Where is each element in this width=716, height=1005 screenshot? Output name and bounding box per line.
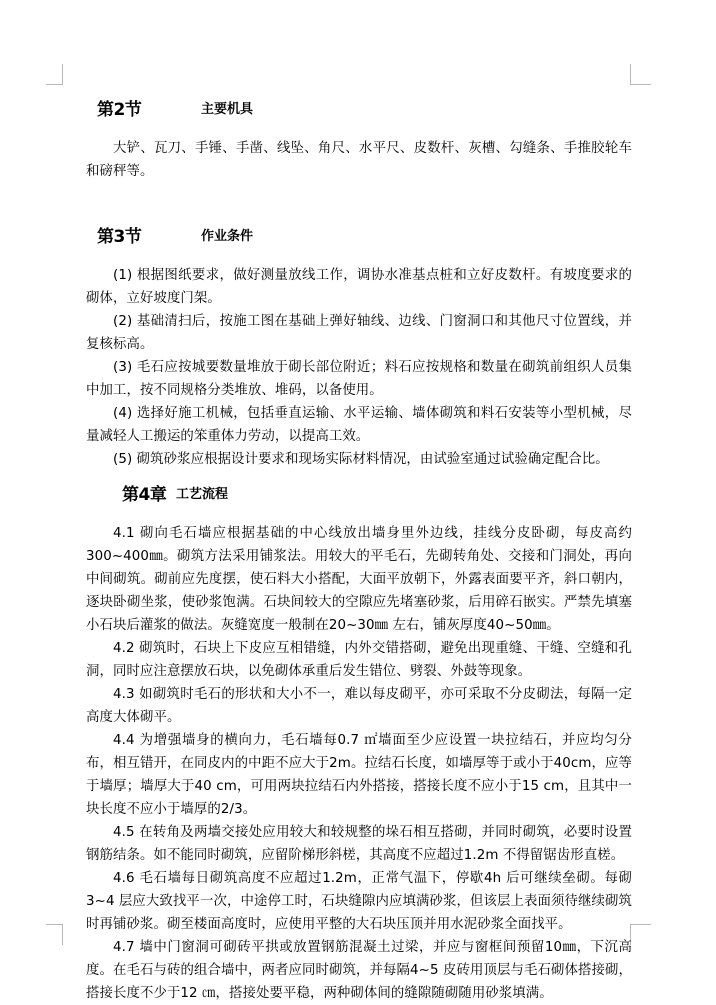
corner-mark-bottom-left bbox=[46, 924, 63, 945]
section-2-heading bbox=[97, 95, 254, 120]
section-3-item-3: (3) 毛石应按城要数量堆放于砌长部位附近；料石应按规格和数量在砌筑前组织人员集中加工，按不同规格分类堆放、堆码，以备使用。 bbox=[86, 360, 632, 398]
corner-mark-top-left bbox=[46, 64, 63, 85]
section-3-heading bbox=[97, 222, 254, 247]
chapter-4-item-4-7: 4.7 墙中门窗洞可砌砖平拱或放置钢筋混凝土过梁，并应与窗框间预留10㎜，下沉高度。在毛石与砖的组合墙中，两者应同时砌筑，并每隔4~5 皮砖用顶层与毛石砌体搭接砌，搭接长度不少于12 ㎝，搭接处要平稳，两种砌体间的缝隙随砌随用砂浆填满。 bbox=[86, 940, 632, 1001]
section-2-number: 第2节 bbox=[97, 100, 142, 120]
chapter-4-title: 工艺流程 bbox=[176, 487, 229, 502]
section-3-item-4: (4) 选择好施工机械，包括垂直运输、水平运输、墙体砌筑和料石安装等小型机械，尽量减轻人工搬运的笨重体力劳动，以提高工效。 bbox=[86, 406, 632, 444]
chapter-4-item-4-1: 4.1 砌向毛石墙应根据基础的中心线放出墙身里外边线，挂线分皮卧砌，每皮高约300~400㎜。砌筑方法采用铺浆法。用较大的平毛石，先砌转角处、交接和门洞处，再向中间砌筑。砌前应先度摆，使石料大小搭配，大面平放朝下，外露表面要平齐，斜口朝内，逐块卧砌坐浆，使砂浆饱满。石块间较大的空隙应先堵塞砂浆，后用碎石嵌实。严禁先填塞小石块后灌浆的做法。灰缝宽度一般制在20~30㎜ 左右，铺灰厚度40~50㎜。 bbox=[86, 526, 632, 633]
section-3-title: 作业条件 bbox=[201, 229, 254, 244]
chapter-4-number: 第4章 bbox=[122, 485, 167, 505]
section-2-title: 主要机具 bbox=[201, 102, 254, 117]
chapter-4-item-4-6: 4.6 毛石墙每日砌筑高度不应超过1.2m，正常气温下，停歇4h 后可继续垒砌。每砌3~4 层应大致找平一次，中途停工时，石块缝隙内应填满砂浆，但该层上表面须待继续砌筑时再铺砂浆。砌至楼面高度时，应使用平整的大石块压顶并用水泥砂浆全面找平。 bbox=[86, 871, 632, 932]
corner-mark-bottom-right bbox=[630, 924, 651, 945]
section-3-item-5: (5) 砌筑砂浆应根据设计要求和现场实际材料情况，由试验室通过试验确定配合比。 bbox=[113, 452, 609, 467]
section-2-body: 大铲、瓦刀、手锤、手凿、线坠、角尺、水平尺、皮数杆、灰槽、勾缝条、手推胶轮车和磅秤等。 bbox=[86, 141, 632, 179]
section-3-item-1: (1) 根据图纸要求，做好测量放线工作，调协水准基点桩和立好皮数杆。有坡度要求的砌体，立好坡度门架。 bbox=[86, 268, 632, 306]
chapter-4-item-4-5: 4.5 在转角及两墙交接处应用较大和较规整的垛石相互搭砌，并同时砌筑，必要时设置钢筋结条。如不能同时砌筑，应留阶梯形斜槎，其高度不应超过1.2m 不得留锯齿形直槎。 bbox=[86, 825, 632, 863]
section-3-item-2: (2) 基础清扫后，按施工图在基础上弹好轴线、边线、门窗洞口和其他尺寸位置线，并复核标高。 bbox=[86, 314, 632, 352]
section-3-number: 第3节 bbox=[97, 227, 142, 247]
chapter-4-item-4-4: 4.4 为增强墙身的横向力，毛石墙每0.7 ㎡墙面至少应设置一块拉结石，并应均匀分布，相互错开，在同皮内的中距不应大于2m。拉结石长度，如墙厚等于或小于40cm，应等于墙厚；墙厚大于40 cm，可用两块拉结石内外搭接，搭接长度不应小于15 cm，且其中一块长度不应小于墙厚的2/3。 bbox=[86, 733, 632, 817]
chapter-4-item-4-2: 4.2 砌筑时，石块上下皮应互相错缝，内外交错搭砌，避免出现重缝、干缝、空缝和孔洞，同时应注意摆放石块，以免砌体承重后发生错位、劈裂、外鼓等现象。 bbox=[86, 641, 632, 679]
chapter-4-item-4-3: 4.3 如砌筑时毛石的形状和大小不一，难以每皮砌平，亦可采取不分皮砌法，每隔一定高度大体砌平。 bbox=[86, 687, 632, 725]
corner-mark-top-right bbox=[630, 64, 651, 85]
chapter-4-heading bbox=[122, 480, 229, 505]
